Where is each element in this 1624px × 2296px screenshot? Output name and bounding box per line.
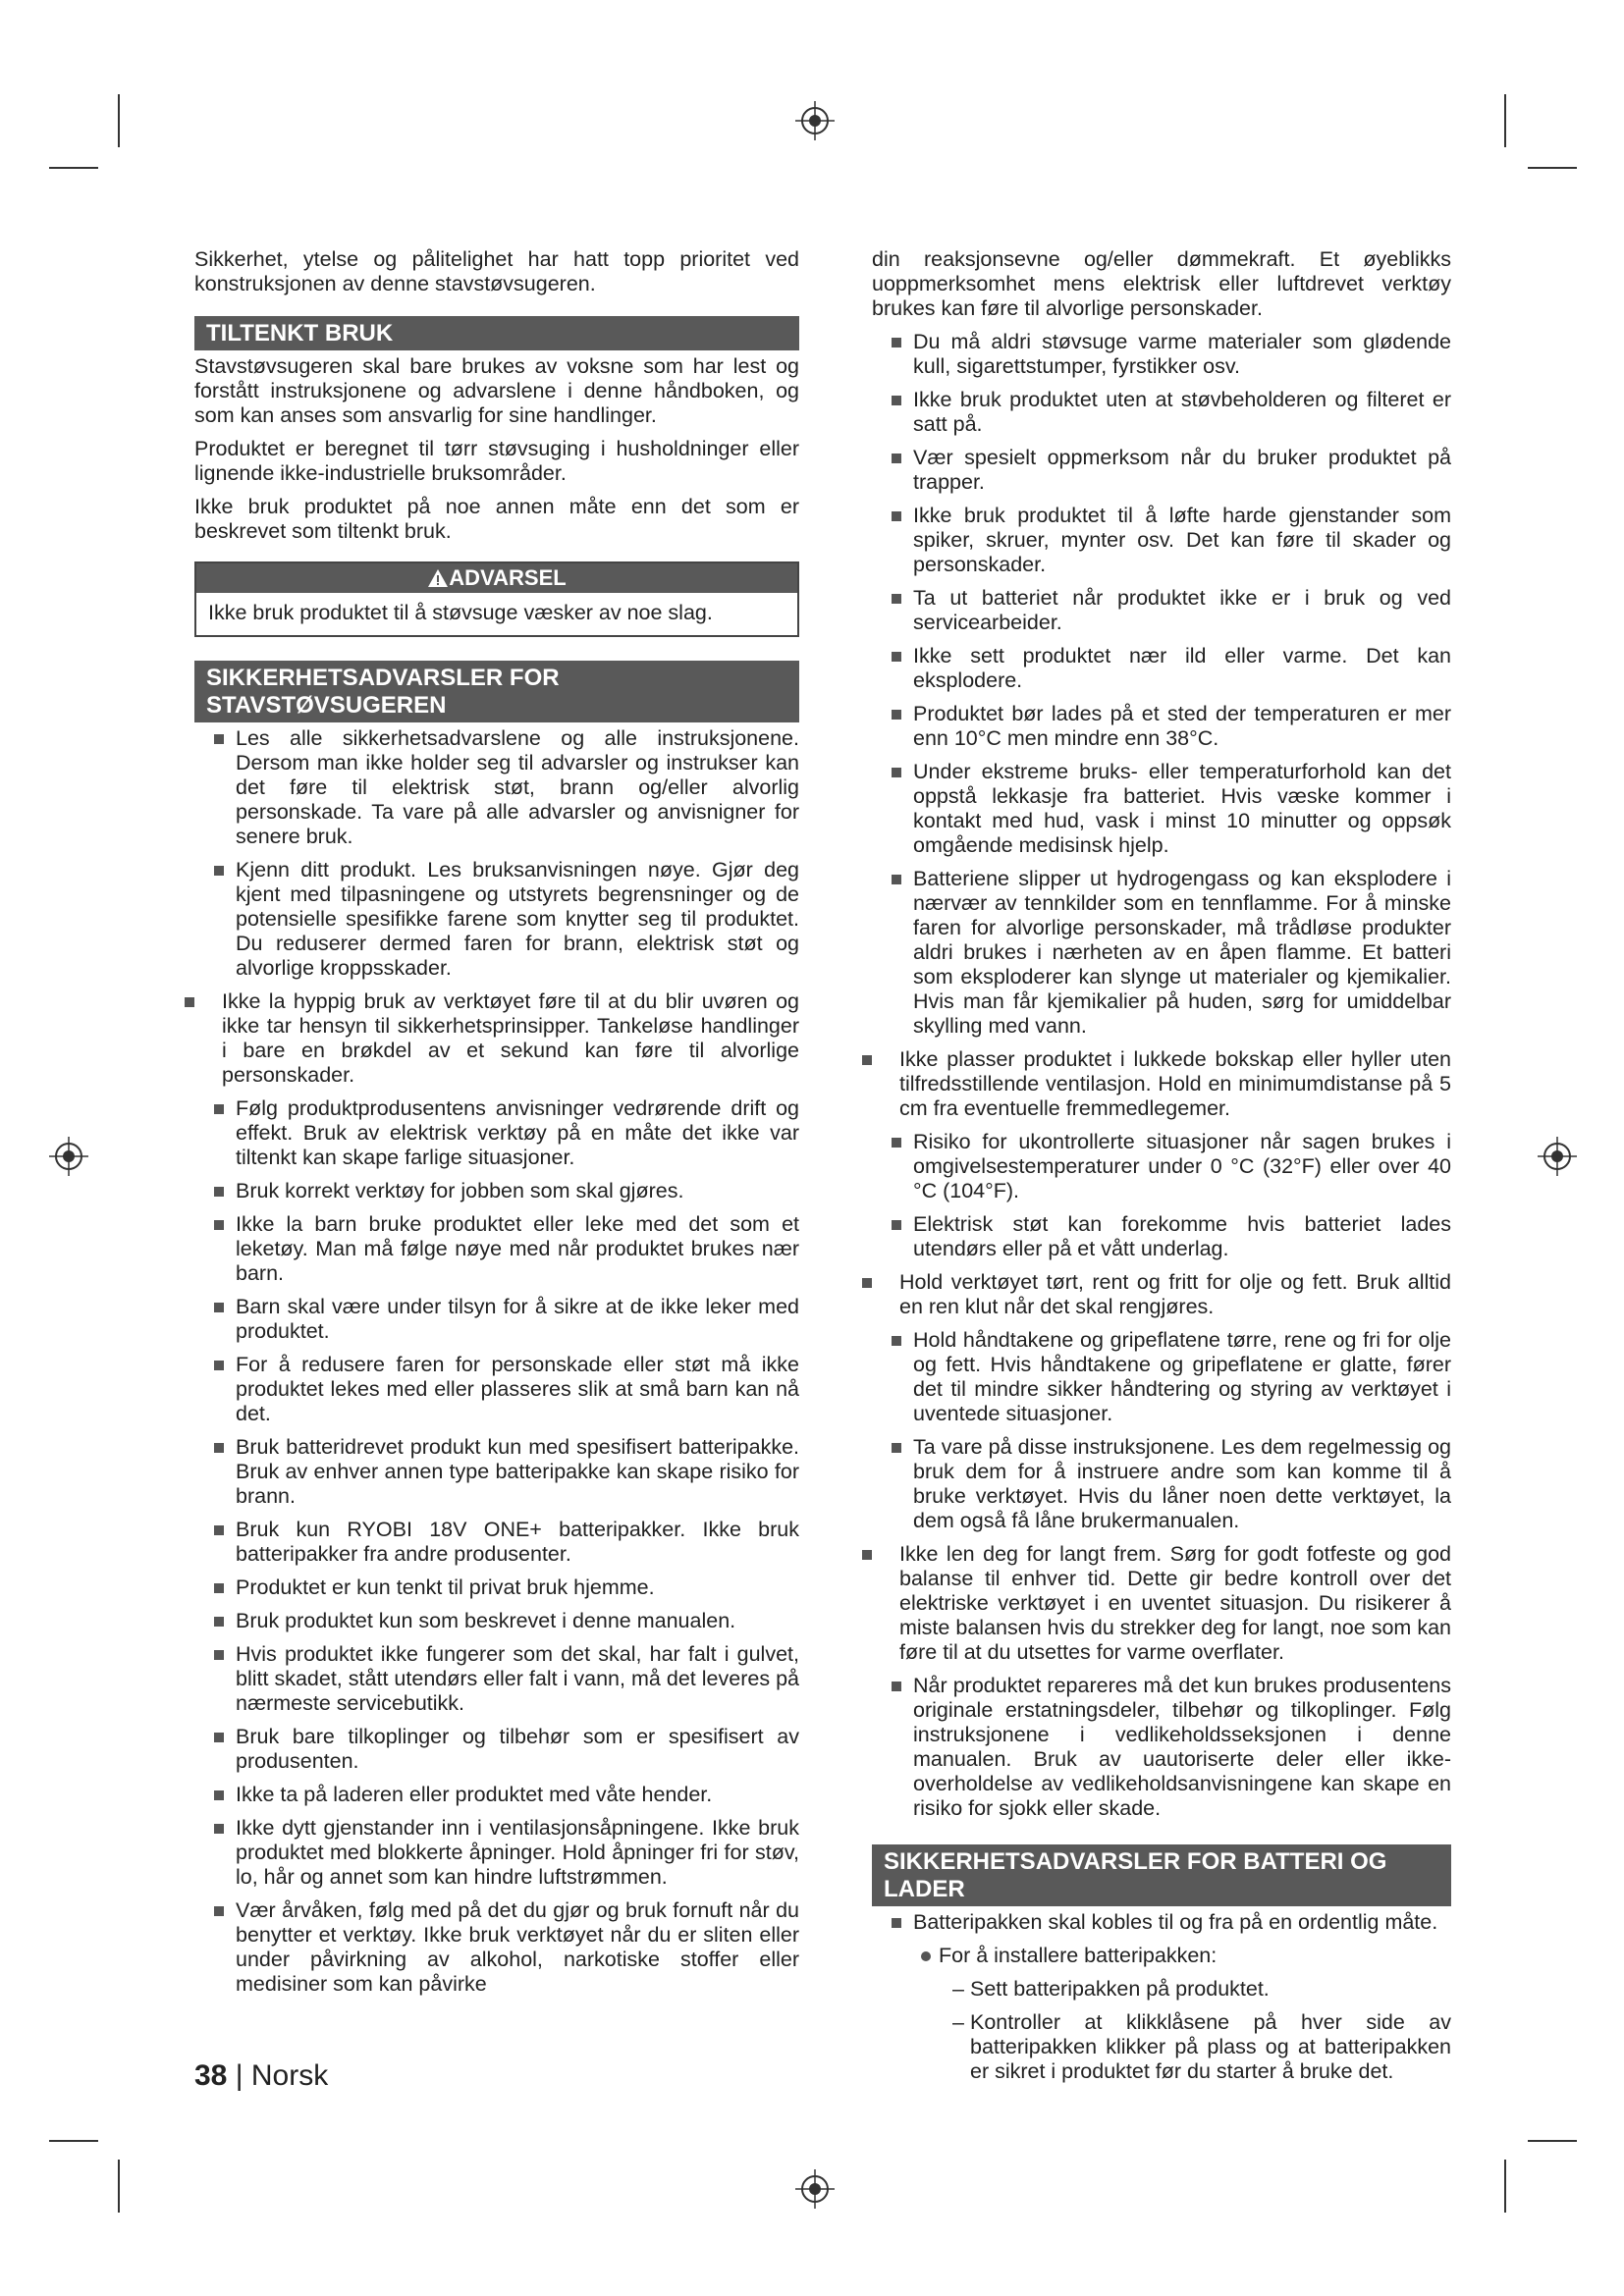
- bullet-square-icon: [214, 1733, 224, 1742]
- crop-mark: [1528, 2140, 1577, 2142]
- list-item: Les alle sikkerhetsadvarslene og alle instruksjonene. Dersom man ikke holder seg til advarsler og instrukser kan det føre til elektrisk støt, brann og/eller alvorlig personskade. Ta vare på alle advarsler og anvisnigner for senere bruk.: [194, 726, 799, 849]
- list-item: Når produktet repareres må det kun brukes produsentens originale erstatningsdeler, tilbehør og tilkoplinger. Følg instruksjonene i vedlikeholdsseksjonen i denne manualen. Bruk av uautoriserte deler eller ikke-overholdelse av vedlikeholdsanvisningene kan skape en risiko for sjokk eller skade.: [872, 1674, 1451, 1821]
- list-item: Ikke plasser produktet i lukkede bokskap eller hyller uten tilfredsstillende ventilasjon. Hold en minimumdistanse på 5 cm fra eventuelle fremmedlegemer.: [858, 1047, 1451, 1121]
- bullet-square-icon: [214, 1617, 224, 1627]
- list-item: Hvis produktet ikke fungerer som det skal, har falt i gulvet, blitt skadet, stått utendørs eller falt i vann, må det leveres på nærmeste servicebutikk.: [194, 1642, 799, 1716]
- registration-mark-icon: [795, 101, 835, 140]
- list-item: Produktet bør lades på et sted der temperaturen er mer enn 10°C men mindre enn 38°C.: [872, 702, 1451, 751]
- bullet-square-icon: [892, 875, 901, 884]
- list-item: Ikke la barn bruke produktet eller leke med det som et leketøy. Man må følge nøye med når produktet brukes nær barn.: [194, 1212, 799, 1286]
- registration-mark-icon: [49, 1137, 88, 1176]
- bullet-square-icon: [214, 1525, 224, 1535]
- list-item: For å redusere faren for personskade eller støt må ikke produktet lekes med eller plasseres slik at små barn kan nå det.: [194, 1353, 799, 1426]
- list-item: Ta ut batteriet når produktet ikke er i bruk og ved servicearbeider.: [872, 586, 1451, 635]
- list-item: Produktet er kun tenkt til privat bruk hjemme.: [194, 1575, 799, 1600]
- list-subsubitem: – Sett batteripakken på produktet.: [952, 1977, 1270, 2001]
- list-item: Bruk bare tilkoplinger og tilbehør som er spesifisert av produsenten.: [194, 1725, 799, 1774]
- list-item: Du må aldri støvsuge varme materialer som glødende kull, sigarettstumper, fyrstikker osv.: [872, 330, 1451, 379]
- continuation-paragraph: din reaksjonsevne og/eller dømmekraft. Et øyeblikks uoppmerksomhet mens elektrisk eller luftdrevet verktøy brukes kan føre til alvorlige personskader.: [872, 247, 1451, 320]
- page-number: 38: [194, 2059, 228, 2092]
- dash-icon: –: [952, 2010, 964, 2034]
- warning-box: [194, 561, 799, 637]
- section-heading-battery-charger: SIKKERHETSADVARSLER FOR BATTERI OG LADER: [872, 1844, 1451, 1906]
- list-item: Bruk produktet kun som beskrevet i denne manualen.: [194, 1609, 799, 1633]
- list-item: Bruk korrekt verktøy for jobben som skal gjøres.: [194, 1179, 799, 1203]
- list-subitem: For å installere batteripakken:: [872, 1944, 1451, 1968]
- list-item: Hold verktøyet tørt, rent og fritt for olje og fett. Bruk alltid en ren klut når det skal rengjøres.: [858, 1270, 1451, 1319]
- bullet-square-icon: [892, 652, 901, 662]
- list-item: Kjenn ditt produkt. Les bruksanvisningen nøye. Gjør deg kjent med tilpasningene og utstyrets begrensninger og de potensielle spesifikke farene som knytter seg til produktet. Du reduserer dermed faren for brann, elektrisk støt og alvorlige kroppsskader.: [194, 858, 799, 981]
- bullet-square-icon: [214, 1361, 224, 1370]
- list-item: Barn skal være under tilsyn for å sikre at de ikke leker med produktet.: [194, 1295, 799, 1344]
- bullet-square-icon: [185, 997, 194, 1007]
- bullet-dot-icon: [921, 1951, 931, 1961]
- list-item: Elektrisk støt kan forekomme hvis batteriet lades utendørs eller på et vått underlag.: [872, 1212, 1451, 1261]
- list-item: Under ekstreme bruks- eller temperaturforhold kan det oppstå lekkasje fra batteriet. Hvis væske kommer i kontakt med hud, vask i minst 10 minutter og oppsøk omgående medisinsk hjelp.: [872, 760, 1451, 858]
- crop-mark: [49, 2140, 98, 2142]
- bullet-square-icon: [892, 1443, 901, 1453]
- bullet-square-icon: [892, 454, 901, 463]
- list-item: Batteripakken skal kobles til og fra på en ordentlig måte.: [872, 1910, 1451, 1935]
- crop-mark: [1504, 2160, 1506, 2213]
- bullet-square-icon: [892, 1220, 901, 1230]
- bullet-square-icon: [214, 1220, 224, 1230]
- list-item: Batteriene slipper ut hydrogengass og kan eksplodere i nærvær av tennkilder som en tennflamme. For å minske faren for alvorlige personskader, må trådløse produkter aldri brukes i nærheten av en åpen flamme. Et batteri som eksploderer kan slynge ut materialer og kjemikalier. Hvis man får kjemikalier på huden, sørg for umiddelbar skylling med vann.: [872, 867, 1451, 1039]
- list-item: Følg produktprodusentens anvisninger vedrørende drift og effekt. Bruk av elektrisk verktøy på en måte det ikke var tiltenkt kan skape farlige situasjoner.: [194, 1096, 799, 1170]
- footer-separator: |: [235, 2059, 244, 2092]
- battery-list: [872, 1910, 1451, 2084]
- bullet-square-icon: [862, 1550, 872, 1560]
- list-item: Bruk batteridrevet produkt kun med spesifisert batteripakke. Bruk av enhver annen type batteripakke kan skape risiko for brann.: [194, 1435, 799, 1509]
- paragraph: Stavstøvsugeren skal bare brukes av voksne som har lest og forstått instruksjonene og advarslene i denne håndboken, og som kan anses som ansvarlig for sine handlinger.: [194, 354, 799, 427]
- bullet-square-icon: [214, 1443, 224, 1453]
- bullet-square-icon: [214, 1906, 224, 1916]
- list-item: Vær årvåken, følg med på det du gjør og bruk fornuft når du benytter et verktøy. Ikke bruk verktøyet når du er sliten eller under påvirkning av alkohol, narkotiske stoffer eller medisiner som kan påvirke: [194, 1898, 799, 1997]
- warning-header: [196, 563, 797, 593]
- list-item: Bruk kun RYOBI 18V ONE+ batteripakker. Ikke bruk batteripakker fra andre produsenter.: [194, 1518, 799, 1567]
- footer-language: Norsk: [250, 2059, 329, 2092]
- bullet-square-icon: [892, 768, 901, 777]
- right-column: [872, 247, 1451, 2093]
- list-item: Hold håndtakene og gripeflatene tørre, rene og fri for olje og fett. Hvis håndtakene og gripeflatene er glatte, fører det til mindre sikker håndtering og styring av verktøyet i uventede situasjoner.: [872, 1328, 1451, 1426]
- bullet-square-icon: [214, 734, 224, 744]
- bullet-square-icon: [892, 1918, 901, 1928]
- left-column: [194, 247, 799, 2005]
- bullet-square-icon: [862, 1278, 872, 1288]
- bullet-square-icon: [862, 1055, 872, 1065]
- dash-icon: –: [952, 1977, 964, 2001]
- bullet-square-icon: [892, 1336, 901, 1346]
- bullet-square-icon: [892, 396, 901, 405]
- bullet-square-icon: [214, 1650, 224, 1660]
- page-footer: [194, 2058, 328, 2094]
- intro-paragraph: Sikkerhet, ytelse og pålitelighet har hatt topp prioritet ved konstruksjonen av denne stavstøvsugeren.: [194, 247, 799, 295]
- safety-list: [194, 726, 799, 1997]
- bullet-square-icon: [214, 1824, 224, 1834]
- bullet-square-icon: [214, 866, 224, 876]
- crop-mark: [118, 2160, 120, 2213]
- section-heading-safety-vacuum: SIKKERHETSADVARSLER FOR STAVSTØVSUGEREN: [194, 661, 799, 722]
- registration-mark-icon: [1538, 1137, 1577, 1176]
- warning-triangle-icon: [427, 568, 449, 588]
- paragraph: Ikke bruk produktet på noe annen måte enn det som er beskrevet som tiltenkt bruk.: [194, 495, 799, 543]
- bullet-square-icon: [892, 338, 901, 347]
- list-item: Risiko for ukontrollerte situasjoner når sagen brukes i omgivelsestemperaturer under 0 °C (32°F) eller over 40 °C (104°F).: [872, 1130, 1451, 1203]
- bullet-square-icon: [892, 594, 901, 604]
- bullet-square-icon: [892, 1138, 901, 1148]
- list-item: Ikke bruk produktet til å løfte harde gjenstander som spiker, skruer, mynter osv. Det kan føre til skader og personskader.: [872, 504, 1451, 577]
- warning-title: ADVARSEL: [449, 565, 567, 590]
- paragraph: Produktet er beregnet til tørr støvsuging i husholdninger eller lignende ikke-industrielle bruksområder.: [194, 437, 799, 485]
- list-item: Ta vare på disse instruksjonene. Les dem regelmessig og bruk dem for å instruere andre som kan komme til å bruke verktøyet. Hvis du låner noen dette verktøyet, la dem også få låne brukermanualen.: [872, 1435, 1451, 1533]
- crop-mark: [1528, 167, 1577, 169]
- list-item: Vær spesielt oppmerksom når du bruker produktet på trapper.: [872, 446, 1451, 495]
- list-item: Ikke ta på laderen eller produktet med våte hender.: [194, 1783, 799, 1807]
- crop-mark: [118, 94, 120, 147]
- bullet-square-icon: [892, 511, 901, 521]
- crop-mark: [49, 167, 98, 169]
- bullet-square-icon: [214, 1303, 224, 1312]
- list-item: Ikke len deg for langt frem. Sørg for godt fotfeste og god balanse til enhver tid. Dette gir bedre kontroll over det elektriske verktøyet i en uventet situasjon. Du risikerer å miste balansen hvis du strekker deg for langt, noe som kan føre til at du utsettes for varme overflater.: [858, 1542, 1451, 1665]
- bullet-square-icon: [892, 1682, 901, 1691]
- list-subsubitem: – Kontroller at klikklåsene på hver side av batteripakken klikker på plass og at batteripakken er sikret i produktet før du starter å bruke det.: [952, 2010, 1451, 2083]
- safety-list-continued: [872, 330, 1451, 1821]
- registration-mark-icon: [795, 2169, 835, 2209]
- bullet-square-icon: [214, 1104, 224, 1114]
- warning-text: Ikke bruk produktet til å støvsuge væsker av noe slag.: [208, 601, 713, 624]
- bullet-square-icon: [214, 1583, 224, 1593]
- list-item: Ikke bruk produktet uten at støvbeholderen og filteret er satt på.: [872, 388, 1451, 437]
- bullet-square-icon: [214, 1790, 224, 1800]
- list-item: Ikke sett produktet nær ild eller varme. Det kan eksplodere.: [872, 644, 1451, 693]
- bullet-square-icon: [214, 1187, 224, 1197]
- list-item: Ikke dytt gjenstander inn i ventilasjonsåpningene. Ikke bruk produktet med blokkerte åpninger. Hold åpninger fri for støv, lo, hår og annet som kan hindre luftstrømmen.: [194, 1816, 799, 1890]
- crop-mark: [1504, 94, 1506, 147]
- section-heading-intended-use: TILTENKT BRUK: [194, 316, 799, 350]
- bullet-square-icon: [892, 710, 901, 720]
- list-item: Ikke la hyppig bruk av verktøyet føre til at du blir uvøren og ikke tar hensyn til sikkerhetsprinsipper. Tankeløse handlinger i bare en brøkdel av et sekund kan føre til alvorlige personskader.: [181, 989, 799, 1088]
